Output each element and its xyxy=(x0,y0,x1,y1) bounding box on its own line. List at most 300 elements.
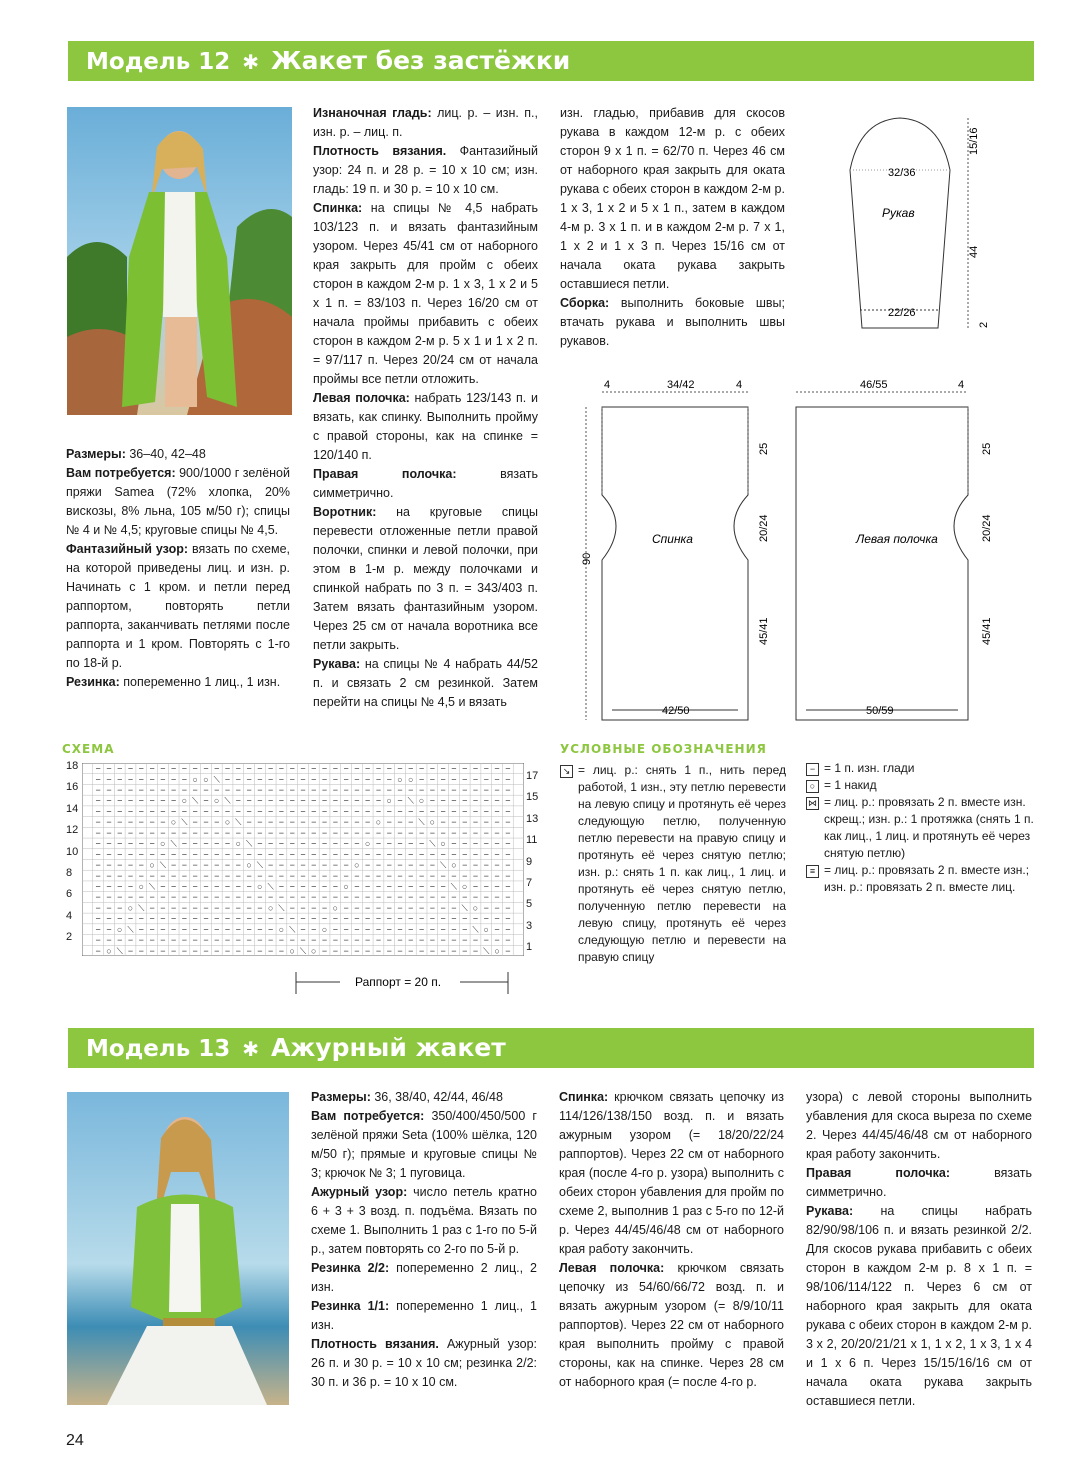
chart-cell: − xyxy=(375,860,382,871)
chart-cell: − xyxy=(300,902,306,913)
chart-cell: − xyxy=(117,849,123,860)
chart-cell: − xyxy=(246,881,252,892)
chart-cell: − xyxy=(127,795,134,806)
chart-cell: − xyxy=(418,785,425,796)
chart-cell: − xyxy=(106,849,112,860)
chart-cell: − xyxy=(127,817,134,828)
chart-cell: − xyxy=(203,913,209,924)
chart-cell: − xyxy=(160,795,166,806)
chart-cell: − xyxy=(494,849,500,860)
chart-cell: − xyxy=(235,902,241,913)
chart-cell: − xyxy=(354,924,360,935)
chart-cell: − xyxy=(483,838,489,849)
chart-cell: − xyxy=(235,881,241,892)
chart-cell: − xyxy=(418,892,425,903)
chart-cell: ⟍ xyxy=(439,860,447,871)
chart-cell: − xyxy=(483,935,489,946)
chart-cell: − xyxy=(386,838,392,849)
chart-cell: − xyxy=(375,945,382,956)
back-top-width: 34/42 xyxy=(667,379,695,391)
chart-cell: − xyxy=(214,827,220,838)
chart-cell: − xyxy=(192,945,198,956)
chart-cell: − xyxy=(192,924,198,935)
chart-cell: − xyxy=(289,860,295,871)
chart-cell: − xyxy=(397,849,403,860)
chart-cell: − xyxy=(343,763,349,774)
model-12-label: Модель 12 xyxy=(86,49,231,75)
chart-cell: ⟍ xyxy=(159,860,167,871)
chart-cell: − xyxy=(311,763,317,774)
chart-cell: − xyxy=(214,785,220,796)
chart-cell: − xyxy=(397,785,403,796)
chart-cell: − xyxy=(321,945,328,956)
chart-cell: − xyxy=(192,827,198,838)
chart-cell: − xyxy=(429,827,435,838)
chart-cell: − xyxy=(386,785,392,796)
chart-cell: − xyxy=(106,913,112,924)
chart-cell: − xyxy=(203,924,209,935)
chart-cell: − xyxy=(462,870,468,881)
paragraph: Правая полочка: вязать симметрично. xyxy=(313,467,538,500)
chart-cell: ○ xyxy=(332,902,339,913)
chart-cell: − xyxy=(181,935,188,946)
front-label: Левая полочка xyxy=(856,532,938,546)
chart-cell: − xyxy=(149,924,155,935)
chart-cell: − xyxy=(181,849,188,860)
chart-cell: − xyxy=(354,892,360,903)
model-13-column-3 xyxy=(806,1088,1032,1411)
chart-cell: − xyxy=(418,849,425,860)
chart-cell: − xyxy=(332,785,338,796)
chart-cell: − xyxy=(300,827,306,838)
chart-cell: − xyxy=(472,785,479,796)
chart-cell: − xyxy=(311,838,317,849)
chart-cell: − xyxy=(106,838,112,849)
chart-cell: − xyxy=(117,881,123,892)
chart-cell: − xyxy=(451,913,457,924)
chart-cell: − xyxy=(408,924,414,935)
chart-cell: − xyxy=(321,892,328,903)
chart-cell: − xyxy=(289,763,295,774)
chart-cell: − xyxy=(397,838,403,849)
chart-cell: − xyxy=(375,924,382,935)
chart-cell: − xyxy=(354,785,360,796)
chart-cell: − xyxy=(257,870,263,881)
chart-cell: − xyxy=(214,924,220,935)
chart-cell: ⟍ xyxy=(170,838,177,849)
back-armhole-height: 20/24 xyxy=(758,514,770,542)
paragraph: Плотность вязания. Ажурный узор: 26 п. и 30 р. = 10 х 10 см; резинка 2/2: 30 п. и 36 р. = 10 х 10 см. xyxy=(311,1337,537,1389)
chart-cell: ⟍ xyxy=(461,902,468,913)
chart-cell: − xyxy=(462,849,468,860)
chart-cell: − xyxy=(354,902,360,913)
chart-cell: − xyxy=(214,860,220,871)
model-12-title: Жакет без застёжки xyxy=(271,46,571,75)
chart-cell: − xyxy=(332,935,338,946)
chart-cell: − xyxy=(311,827,317,838)
chart-cell: − xyxy=(160,913,166,924)
front-upper-height: 25 xyxy=(981,442,993,455)
chart-cell: − xyxy=(224,849,231,860)
chart-cell: − xyxy=(257,838,263,849)
chart-cell: − xyxy=(386,849,392,860)
chart-cell: − xyxy=(440,902,446,913)
chart-cell: − xyxy=(332,860,338,871)
chart-cell: − xyxy=(505,838,511,849)
chart-cell: − xyxy=(149,902,155,913)
chart-cell: − xyxy=(343,870,349,881)
chart-cell: − xyxy=(451,945,457,956)
chart-cell: − xyxy=(278,827,285,838)
chart-cell: − xyxy=(278,795,285,806)
chart-cell: − xyxy=(505,935,511,946)
chart-cell: − xyxy=(138,827,144,838)
chart-cell: − xyxy=(494,913,500,924)
chart-cell: − xyxy=(354,806,360,817)
row-number: 5 xyxy=(526,898,533,911)
chart-cell: − xyxy=(117,870,123,881)
chart-cell: − xyxy=(224,838,231,849)
paragraph: Сборка: выполнить боковые швы; втачать рукава и выполнить швы рукавов. xyxy=(560,296,785,348)
chart-cell: − xyxy=(160,849,166,860)
chart-cell: − xyxy=(354,935,360,946)
chart-cell: − xyxy=(311,795,317,806)
chart-cell: − xyxy=(429,913,435,924)
chart-cell: ○ xyxy=(472,902,479,913)
chart-cell: − xyxy=(171,795,177,806)
chart-cell: − xyxy=(365,827,371,838)
chart-cell: − xyxy=(472,849,479,860)
front-pattern-diagram xyxy=(790,370,1010,730)
chart-cell: ○ xyxy=(235,838,242,849)
chart-cell: − xyxy=(494,806,500,817)
chart-cell: − xyxy=(300,892,306,903)
chart-cell: − xyxy=(300,774,306,785)
chart-cell: − xyxy=(418,774,425,785)
chart-cell: − xyxy=(192,935,198,946)
legend-title: УСЛОВНЫЕ ОБОЗНАЧЕНИЯ xyxy=(560,742,767,756)
chart-cell: − xyxy=(117,860,123,871)
chart-cell: − xyxy=(192,870,198,881)
chart-cell: − xyxy=(300,924,306,935)
chart-cell: − xyxy=(246,774,252,785)
chart-cell: − xyxy=(278,838,285,849)
chart-cell: − xyxy=(257,849,263,860)
chart-cell: − xyxy=(181,774,188,785)
chart-cell: − xyxy=(494,763,500,774)
chart-cell: − xyxy=(95,902,101,913)
chart-cell: − xyxy=(138,849,144,860)
chart-cell: − xyxy=(138,892,144,903)
sleeve-length: 44 xyxy=(968,245,980,258)
chart-cell: ○ xyxy=(257,881,263,892)
chart-cell: − xyxy=(300,913,306,924)
chart-cell: − xyxy=(462,945,468,956)
chart-cell: ⟍ xyxy=(224,795,231,806)
chart-cell: − xyxy=(472,945,479,956)
chart-cell: − xyxy=(289,774,295,785)
chart-cell: − xyxy=(224,860,231,871)
paragraph: Правая полочка: вязать симметрично. xyxy=(806,1166,1032,1199)
chart-cell: − xyxy=(321,913,328,924)
paragraph: Рукава: на спицы набрать 82/90/98/106 п. и вязать резинкой 2/2. Для скосов рукава прибавить с обеих сторон в каждом 2-м р. 8 х 1 п. = 98/106/114/122 п. Через 6 см от наборного края закрыть для оката рукава с обеих сторон в каждом 2-м р. 3 х 2, 20/20/21/21 х 1, 1 х 2, 1 х 3, 1 х 4 и 1 х 6 п. Через 15/15/16/16 см от начала оката рукава закрыть оставшиеся петли. xyxy=(806,1204,1032,1408)
chart-cell: − xyxy=(321,849,328,860)
chart-cell: − xyxy=(462,935,468,946)
chart-cell: − xyxy=(472,935,479,946)
chart-cell: − xyxy=(451,795,457,806)
chart-cell: − xyxy=(203,935,209,946)
chart-cell: − xyxy=(268,774,274,785)
chart-cell: − xyxy=(127,806,134,817)
row-number: 12 xyxy=(66,824,79,837)
chart-cell: − xyxy=(440,817,446,828)
chart-cell: − xyxy=(408,870,414,881)
chart-cell: − xyxy=(386,774,392,785)
chart-cell: − xyxy=(289,849,295,860)
chart-cell: − xyxy=(149,774,155,785)
legend-left: ↘ = лиц. р.: снять 1 п., нить перед работой, 1 изн., эту петлю перевести на левую спицу и протянуть её через следующую петлю, полученную петлю перевести на правую спицу и протянуть её через снятую петлю; изн. р.: снять 1 п. как лиц., 1 лиц. и протянуть её через снятую петлю, полученную петлю перевести на левую спицу, протянуть её через следующую петлю и перевести на правую спицу xyxy=(560,762,786,966)
chart-cell: − xyxy=(451,774,457,785)
chart-cell: − xyxy=(483,795,489,806)
chart-cell: − xyxy=(149,806,155,817)
paragraph: Фантазийный узор: вязать по схеме, на которой приведены лиц. и изн. р. Начинать с 1 кром. и петли перед раппортом, повторять петли раппорта, заканчивать петлями после раппорта и 1 кром. Повторять с 1-го по 18-й р. xyxy=(66,542,290,670)
chart-cell: − xyxy=(95,795,101,806)
chart-cell: − xyxy=(418,870,425,881)
chart-cell: − xyxy=(462,892,468,903)
chart-cell: − xyxy=(332,827,338,838)
chart-cell: − xyxy=(332,838,338,849)
chart-cell: − xyxy=(138,838,144,849)
chart-cell: − xyxy=(106,817,112,828)
chart-cell: − xyxy=(397,860,403,871)
chart-cell: − xyxy=(494,795,500,806)
chart-cell: − xyxy=(192,785,198,796)
chart-cell: − xyxy=(483,774,489,785)
chart-cell: − xyxy=(117,892,123,903)
chart-cell: − xyxy=(117,806,123,817)
chart-cell: − xyxy=(214,881,220,892)
chart-cell: − xyxy=(149,849,155,860)
chart-cell: − xyxy=(300,849,306,860)
chart-cell: − xyxy=(472,774,479,785)
chart-cell: − xyxy=(127,892,134,903)
chart-cell: − xyxy=(354,881,360,892)
chart-cell: − xyxy=(375,774,382,785)
chart-cell: − xyxy=(375,763,382,774)
chart-cell: − xyxy=(235,860,241,871)
chart-cell: − xyxy=(203,881,209,892)
chart-cell: ⟍ xyxy=(278,902,285,913)
paragraph: Спинка: на спицы № 4,5 набрать 103/123 п. и вязать фантазийным узором. Через 45/41 см от наборного края закрыть для пройм с обеих сторон в каждом 2-м р. 1 х 3, 1 х 2 и 5 х 1 п. = 83/103 п. Через 16/20 см от начала проймы прибавить с обеих сторон в каждом 2-м р. 5 х 1 и 1 х 2 п. = 97/117 п. Через 20/24 см от начала проймы все петли отложить. xyxy=(313,201,538,386)
chart-cell: ⟍ xyxy=(483,945,490,956)
chart-cell: − xyxy=(354,838,360,849)
chart-cell: − xyxy=(483,806,489,817)
chart-cell: − xyxy=(246,902,252,913)
chart-cell: ○ xyxy=(429,817,436,828)
chart-cell: − xyxy=(408,806,414,817)
chart-cell: − xyxy=(332,795,338,806)
chart-cell: − xyxy=(354,827,360,838)
chart-cell: − xyxy=(365,817,371,828)
back-right-margin: 4 xyxy=(736,379,743,391)
chart-cell: − xyxy=(106,870,112,881)
chart-cell: − xyxy=(171,774,177,785)
chart-cell: − xyxy=(203,827,209,838)
chart-cell: − xyxy=(203,870,209,881)
chart-cell: − xyxy=(321,817,328,828)
star-icon: ✱ xyxy=(242,50,260,74)
chart-cell: − xyxy=(321,902,328,913)
chart-cell: − xyxy=(289,902,295,913)
chart-cell: ○ xyxy=(321,924,328,935)
paragraph: Резинка 2/2: попеременно 2 лиц., 2 изн. xyxy=(311,1261,537,1294)
sleeve-label: Рукав xyxy=(882,206,915,220)
chart-cell: − xyxy=(289,817,295,828)
chart-cell: − xyxy=(117,817,123,828)
chart-cell: − xyxy=(311,849,317,860)
chart-cell: − xyxy=(494,785,500,796)
chart-cell: − xyxy=(192,892,198,903)
chart-cell: − xyxy=(472,838,479,849)
chart-cell: − xyxy=(429,785,435,796)
chart-cell: − xyxy=(408,838,414,849)
sleeve-pattern-diagram xyxy=(840,110,1000,335)
chart-cell: − xyxy=(375,913,382,924)
chart-cell: − xyxy=(397,795,403,806)
purl-icon: − xyxy=(806,763,819,776)
knitting-chart xyxy=(62,760,542,960)
chart-cell: − xyxy=(138,913,144,924)
chart-cell: ○ xyxy=(214,795,220,806)
chart-cell: − xyxy=(440,892,446,903)
chart-cell: − xyxy=(440,913,446,924)
chart-cell: − xyxy=(246,935,252,946)
chart-cell: − xyxy=(224,924,231,935)
chart-cell: − xyxy=(235,763,241,774)
chart-cell: − xyxy=(429,849,435,860)
chart-cell: − xyxy=(365,785,371,796)
chart-cell: − xyxy=(192,817,198,828)
chart-cell: − xyxy=(268,795,274,806)
chart-cell: − xyxy=(483,892,489,903)
chart-cell: − xyxy=(365,881,371,892)
chart-cell: − xyxy=(386,763,392,774)
chart-cell: − xyxy=(483,817,489,828)
row-number: 4 xyxy=(66,909,73,922)
chart-cell: − xyxy=(224,902,231,913)
chart-cell: − xyxy=(224,774,231,785)
paragraph: Рукава: на спицы № 4 набрать 44/52 п. и связать 2 см резинкой. Затем перейти на спицы № 4,5 и вязать xyxy=(313,657,538,709)
chart-cell: − xyxy=(332,924,338,935)
chart-cell: − xyxy=(224,827,231,838)
chart-cell: − xyxy=(181,870,188,881)
chart-cell: − xyxy=(181,913,188,924)
chart-cell: − xyxy=(278,774,285,785)
chart-cell: − xyxy=(117,795,123,806)
chart-cell: − xyxy=(171,902,177,913)
chart-cell: − xyxy=(321,838,328,849)
chart-cell: − xyxy=(483,881,489,892)
chart-cell: − xyxy=(440,870,446,881)
chart-cell: − xyxy=(181,827,188,838)
chart-cell: − xyxy=(181,763,188,774)
model-13-column-2 xyxy=(559,1088,784,1392)
chart-cell: − xyxy=(494,860,500,871)
chart-cell: − xyxy=(149,945,155,956)
chart-cell: − xyxy=(149,795,155,806)
chart-cell: − xyxy=(171,870,177,881)
chart-cell: − xyxy=(365,945,371,956)
chart-cell: − xyxy=(505,924,511,935)
chart-cell: − xyxy=(418,902,425,913)
row-number: 9 xyxy=(526,855,533,868)
chart-cell: ○ xyxy=(149,860,155,871)
chart-cell: − xyxy=(494,817,500,828)
chart-cell: − xyxy=(321,935,328,946)
chart-cell: − xyxy=(451,785,457,796)
model-12-column-2 xyxy=(313,104,538,712)
chart-cell: − xyxy=(246,795,252,806)
chart-cell: − xyxy=(472,827,479,838)
chart-cell: − xyxy=(95,913,101,924)
chart-cell: − xyxy=(214,817,220,828)
chart-cell: ○ xyxy=(451,860,457,871)
chart-cell: − xyxy=(149,817,155,828)
chart-cell: ○ xyxy=(494,945,500,956)
chart-cell: − xyxy=(354,870,360,881)
chart-cell: − xyxy=(160,763,166,774)
chart-cell: − xyxy=(343,817,349,828)
chart-cell: − xyxy=(117,774,123,785)
chart-cell: − xyxy=(505,827,511,838)
chart-cell: − xyxy=(332,892,338,903)
chart-cell: − xyxy=(289,785,295,796)
chart-cell: − xyxy=(246,849,252,860)
chart-cell: − xyxy=(278,785,285,796)
chart-cell: − xyxy=(462,924,468,935)
chart-cell: ○ xyxy=(311,945,317,956)
chart-cell: − xyxy=(386,924,392,935)
chart-cell: − xyxy=(268,935,274,946)
chart-cell: − xyxy=(429,795,435,806)
chart-cell: ⟍ xyxy=(138,902,145,913)
page-number: 24 xyxy=(66,1432,84,1449)
chart-cell: − xyxy=(106,806,112,817)
chart-cell: − xyxy=(160,935,166,946)
chart-cell: − xyxy=(257,817,263,828)
chart-cell: − xyxy=(117,827,123,838)
chart-cell: − xyxy=(462,774,468,785)
chart-cell: − xyxy=(418,838,425,849)
sleeve-cuff: 2 xyxy=(978,321,990,328)
chart-cell: − xyxy=(268,785,274,796)
chart-cell: − xyxy=(311,892,317,903)
chart-cell: − xyxy=(289,881,295,892)
chart-cell: − xyxy=(246,785,252,796)
chart-cell: − xyxy=(127,763,134,774)
chart-cell: − xyxy=(257,913,263,924)
chart-cell: − xyxy=(365,935,371,946)
chart-cell: ○ xyxy=(192,774,198,785)
chart-cell: − xyxy=(494,774,500,785)
sleeve-cap-height: 15/16 xyxy=(968,127,980,155)
chart-cell: − xyxy=(149,785,155,796)
chart-cell: − xyxy=(451,838,457,849)
chart-cell: − xyxy=(224,881,231,892)
chart-cell: − xyxy=(268,945,274,956)
chart-cell: − xyxy=(181,860,188,871)
chart-cell: − xyxy=(408,763,414,774)
